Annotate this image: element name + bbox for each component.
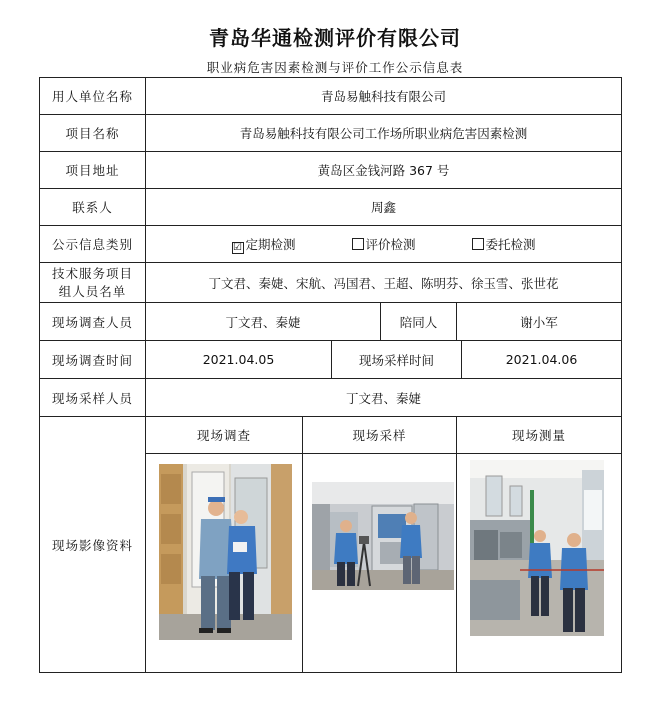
media-col-survey: 现场调查: [146, 417, 303, 454]
category-options: [146, 226, 622, 263]
unchecked-checkbox-icon[interactable]: [352, 238, 364, 250]
media-col-sampling: 现场采样: [303, 417, 457, 454]
site-measurement-photo: [470, 460, 604, 636]
category-option-label: 定期检测: [245, 236, 296, 252]
info-table: [39, 77, 622, 673]
sampling-staff-label: 现场采样人员: [40, 379, 146, 417]
site-survey-photo: [159, 464, 292, 640]
tech-team-value: 丁文君、秦婕、宋航、冯国君、王超、陈明芬、徐玉雪、张世花: [146, 263, 622, 303]
category-option-evaluation[interactable]: [352, 235, 416, 253]
checked-checkbox-icon[interactable]: ☑: [233, 241, 242, 253]
photo-cell-measure: [457, 454, 622, 673]
accompany-value: 谢小军: [457, 303, 622, 341]
row-address: [40, 152, 622, 189]
row-employer: [40, 78, 622, 115]
contact-label: 联系人: [40, 189, 146, 226]
address-label: 项目地址: [40, 152, 146, 189]
row-media-head: [40, 417, 622, 454]
row-times: [40, 341, 622, 379]
media-col-measure: 现场测量: [457, 417, 622, 454]
project-value: 青岛易触科技有限公司工作场所职业病危害因素检测: [146, 115, 622, 152]
project-label: 项目名称: [40, 115, 146, 152]
form-subtitle: 职业病危害因素检测与评价工作公示信息表: [206, 60, 464, 75]
accompany-label: 陪同人: [381, 303, 457, 341]
category-option-label: 评价检测: [365, 236, 416, 252]
row-tech-team: [40, 263, 622, 303]
survey-staff-value: 丁文君、秦婕: [146, 303, 381, 341]
survey-time-label: 现场调查时间: [40, 341, 146, 379]
sampling-staff-value: 丁文君、秦婕: [146, 379, 622, 417]
photo-cell-sampling: [303, 454, 457, 673]
media-label: 现场影像资料: [40, 417, 146, 673]
sampling-time-label: 现场采样时间: [332, 341, 462, 379]
sampling-time-value: 2021.04.06: [462, 341, 622, 379]
row-project: [40, 115, 622, 152]
category-option-periodic[interactable]: [232, 235, 296, 254]
unchecked-checkbox-icon[interactable]: [472, 238, 484, 250]
category-label: 公示信息类别: [40, 226, 146, 263]
address-value: 黄岛区金钱河路 367 号: [146, 152, 622, 189]
tech-team-label-line2: 组人员名单: [58, 283, 127, 299]
row-sampling-staff: [40, 379, 622, 417]
row-contact: [40, 189, 622, 226]
employer-label: 用人单位名称: [40, 78, 146, 115]
company-title: 青岛华通检测评价有限公司: [209, 26, 461, 50]
row-category: [40, 226, 622, 263]
employer-value: 青岛易触科技有限公司: [146, 78, 622, 115]
row-survey-staff: [40, 303, 622, 341]
survey-time-value: 2021.04.05: [146, 341, 332, 379]
category-option-label: 委托检测: [485, 236, 536, 252]
survey-staff-label: 现场调查人员: [40, 303, 146, 341]
tech-team-label: [40, 263, 146, 303]
site-sampling-photo: [312, 482, 454, 590]
tech-team-label-line1: 技术服务项目: [51, 265, 133, 281]
contact-value: 周鑫: [146, 189, 622, 226]
category-option-commissioned[interactable]: [472, 235, 536, 253]
photo-cell-survey: [146, 454, 303, 673]
